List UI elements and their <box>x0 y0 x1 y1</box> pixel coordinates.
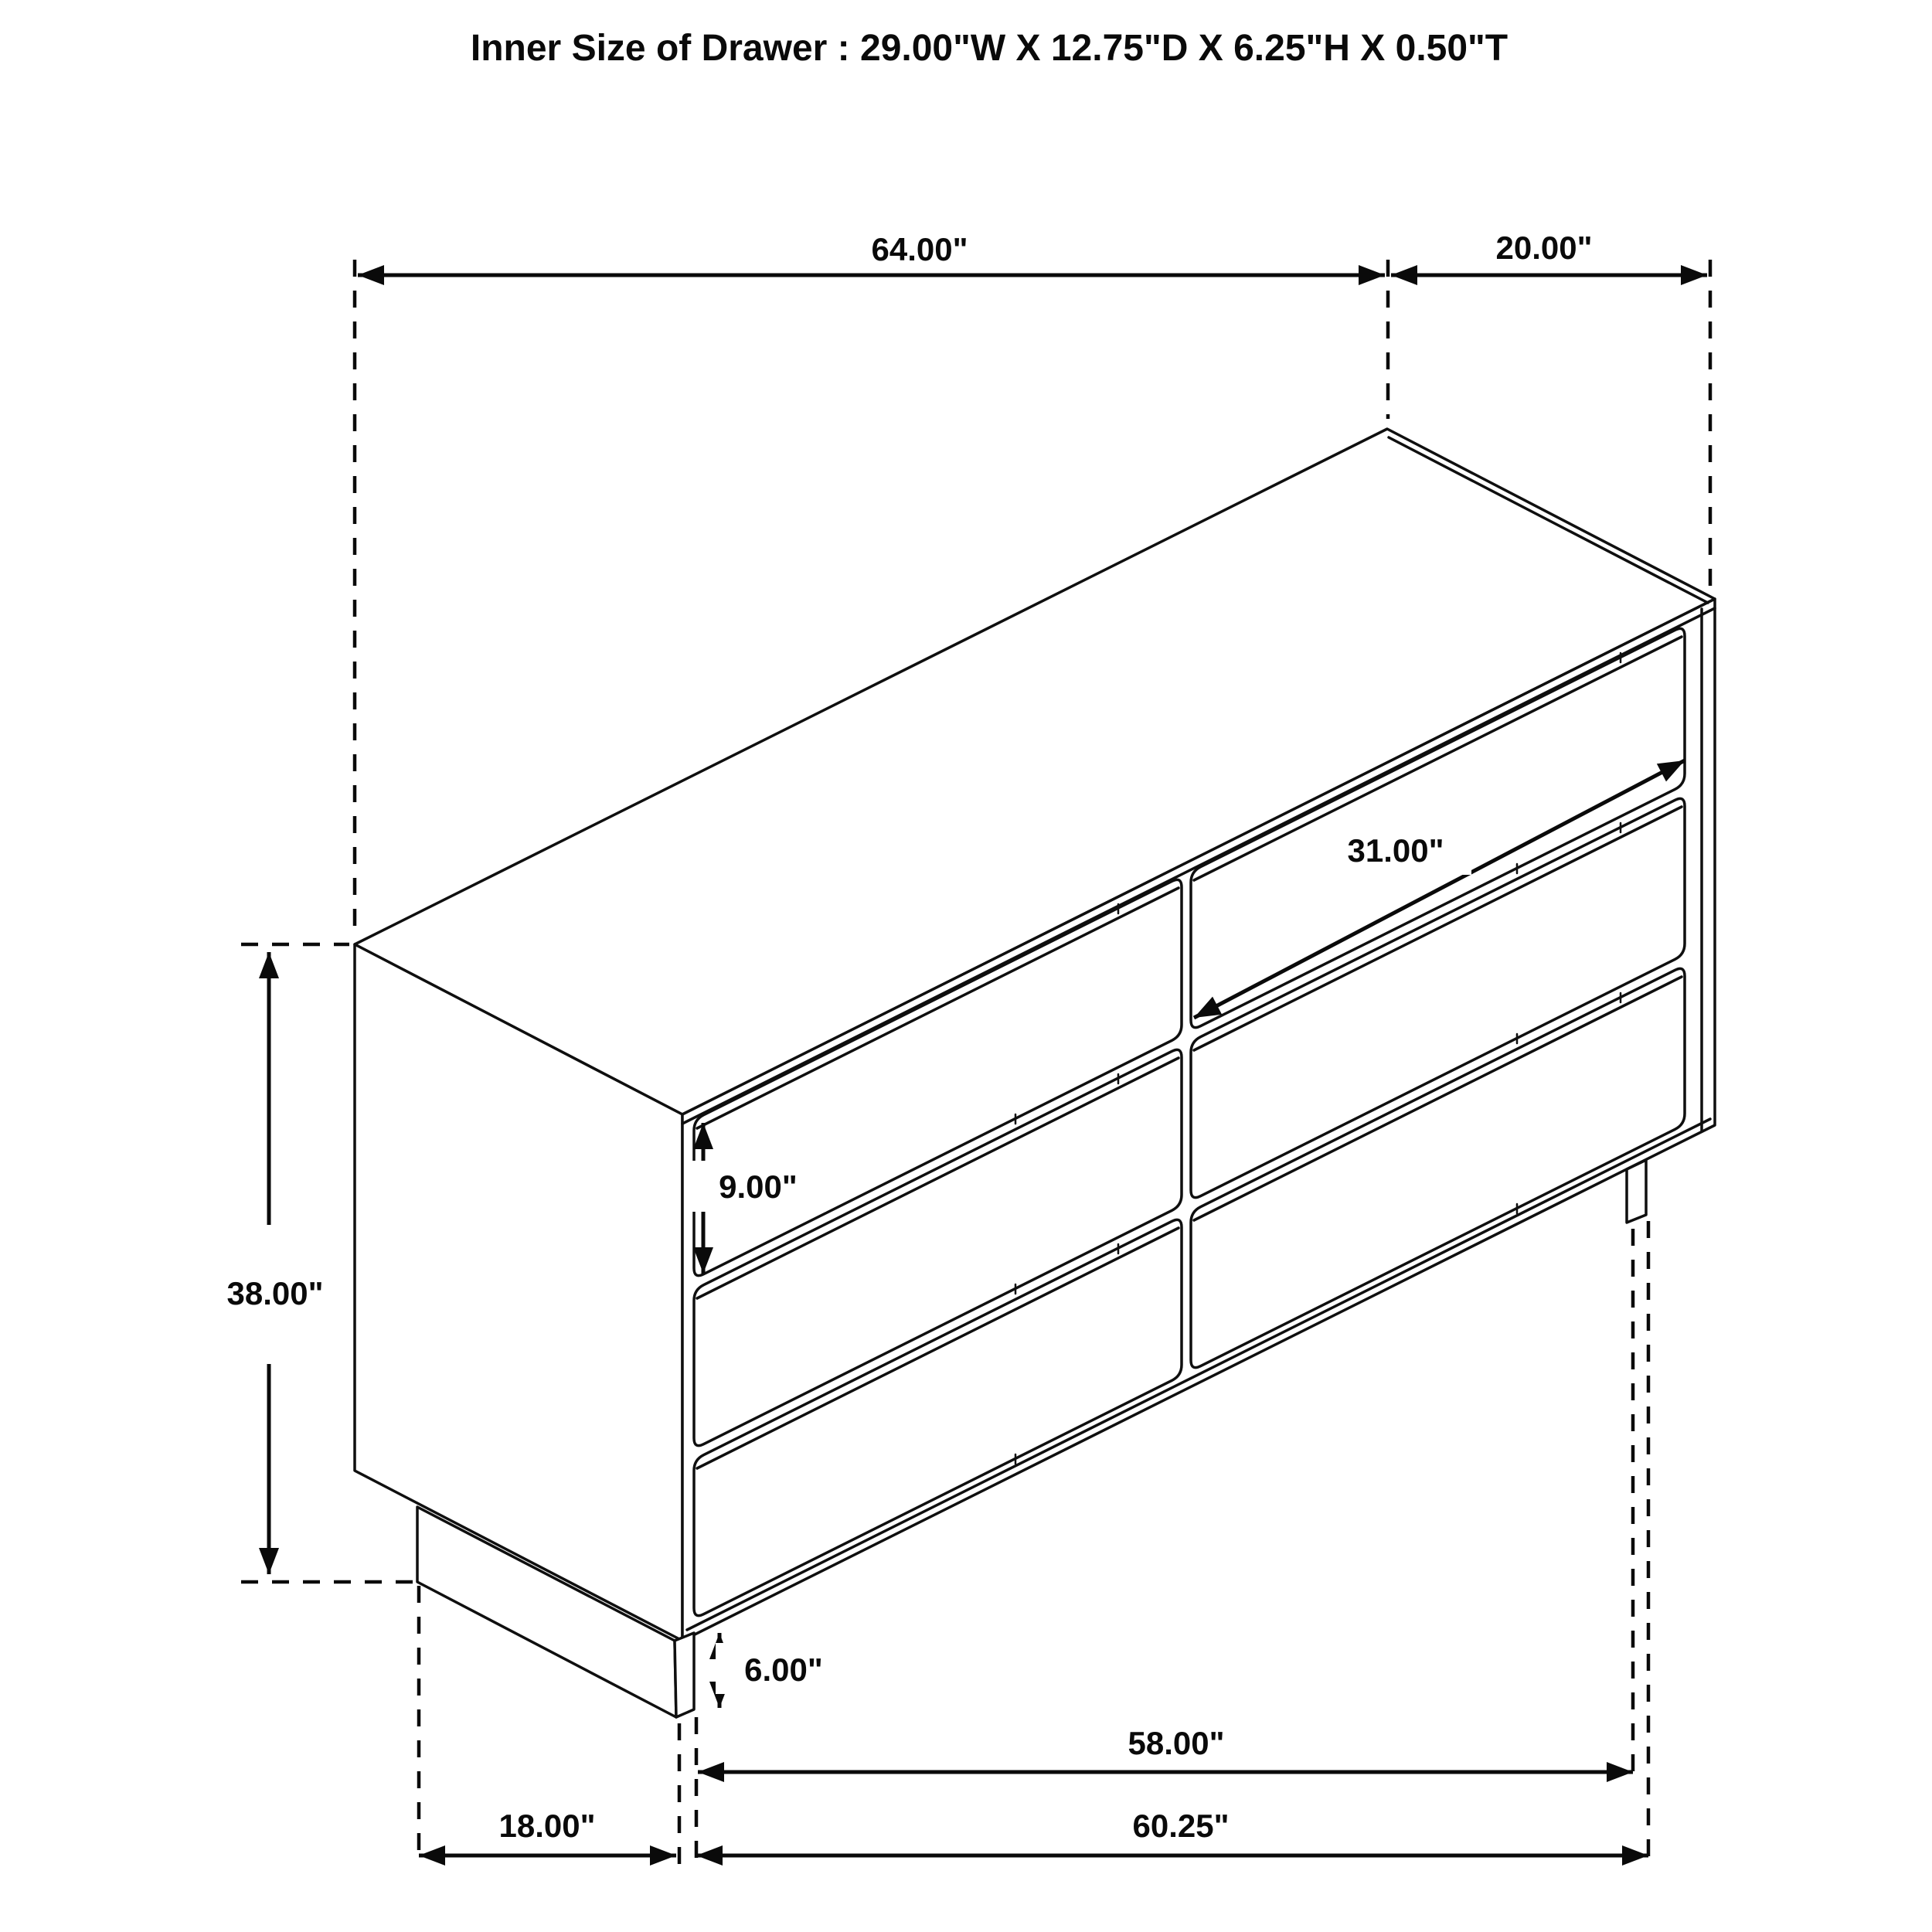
dimension-arrowhead <box>1359 265 1385 285</box>
label-overall-height: 38.00" <box>226 1275 324 1311</box>
dimension-arrowhead <box>259 1548 279 1574</box>
label-drawer-height: 9.00" <box>719 1168 798 1205</box>
label-base-side-depth: 18.00" <box>498 1808 596 1844</box>
left-foot <box>675 1633 694 1717</box>
dimension-arrowhead <box>1391 265 1417 285</box>
label-base-outer-span: 60.25" <box>1132 1808 1230 1844</box>
label-overall-width: 64.00" <box>871 231 968 267</box>
dimension-arrowhead <box>698 1762 724 1782</box>
label-overall-depth: 20.00" <box>1495 230 1593 266</box>
dimension-arrowhead <box>1681 265 1707 285</box>
label-base-inner-span: 58.00" <box>1128 1725 1225 1761</box>
dimension-arrowhead <box>259 952 279 978</box>
right-foot <box>1627 1160 1646 1223</box>
label-base-height: 6.00" <box>744 1651 823 1688</box>
dimension-arrowhead <box>358 265 384 285</box>
label-drawer-width: 31.00" <box>1347 832 1444 869</box>
dimension-arrowhead <box>696 1845 723 1866</box>
dimension-arrowhead <box>650 1845 676 1866</box>
dimension-arrowhead <box>419 1845 445 1866</box>
diagram-title: Inner Size of Drawer : 29.00"W X 12.75"D X 6.25"H X 0.50"T <box>470 28 1509 69</box>
dimension-arrowhead <box>1607 1762 1633 1782</box>
dimension-arrowhead <box>1622 1845 1648 1866</box>
